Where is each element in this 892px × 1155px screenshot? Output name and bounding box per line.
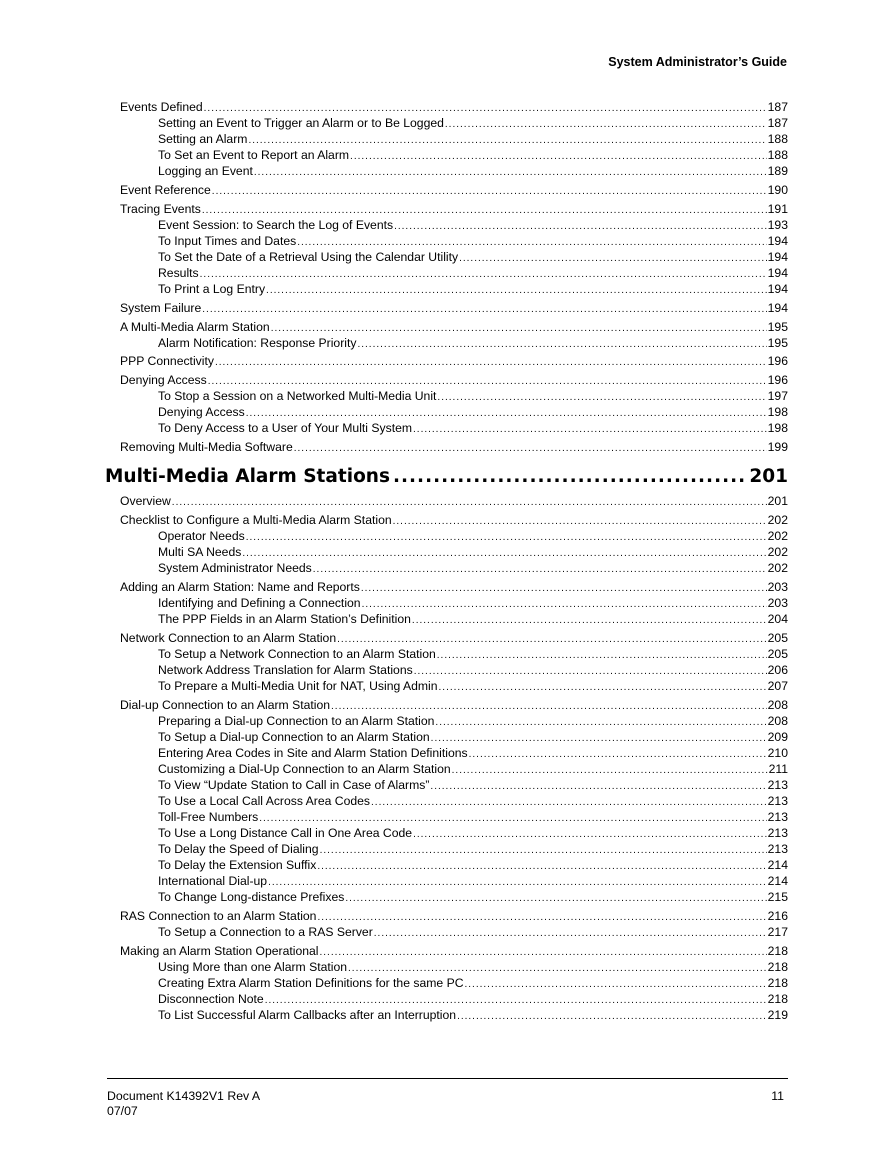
toc-entry <box>120 233 788 249</box>
toc-entry-title: Creating Extra Alarm Station Definitions for the same PC <box>158 975 464 990</box>
toc-entry-title: Adding an Alarm Station: Name and Reports <box>120 580 360 595</box>
toc-entry-page: 194 <box>767 249 788 264</box>
toc-entry-title: Making an Alarm Station Operational <box>120 943 319 958</box>
toc-entry-page: 198 <box>767 405 788 420</box>
dot-leader <box>469 747 767 763</box>
toc-entry-title: Disconnection Note <box>158 991 264 1006</box>
toc-entry <box>120 975 788 991</box>
toc-entry <box>120 630 788 646</box>
dot-leader <box>361 581 767 597</box>
toc-entry-page: 218 <box>767 975 788 990</box>
toc-entry-page: 219 <box>767 1007 788 1022</box>
toc-entry <box>120 560 788 576</box>
toc-entry <box>120 372 788 388</box>
toc-entry-title: To Prepare a Multi-Media Unit for NAT, Using Admin <box>158 678 438 693</box>
toc-entry-page: 195 <box>767 319 788 334</box>
dot-leader <box>202 302 766 318</box>
toc-entry-page: 213 <box>767 825 788 840</box>
toc-entry-title: Setting an Alarm <box>158 132 248 146</box>
toc-entry <box>120 595 788 611</box>
toc-entry-title: Denying Access <box>120 373 207 388</box>
dot-leader <box>345 891 766 907</box>
toc-entry-title: Toll-Free Numbers <box>158 809 259 824</box>
toc-entry-page: 202 <box>767 545 788 560</box>
toc-entry <box>120 163 788 179</box>
dot-leader <box>435 715 766 731</box>
toc-entry-page: 187 <box>767 116 788 130</box>
toc-entry-page: 191 <box>767 201 788 216</box>
toc-entry <box>120 857 788 873</box>
toc-entry-title: To Input Times and Dates <box>158 233 297 248</box>
toc-entry-page: 214 <box>767 857 788 872</box>
dot-leader <box>362 597 767 613</box>
toc-entry-title: Results <box>158 265 199 280</box>
dot-leader <box>393 465 746 489</box>
dot-leader <box>465 977 767 993</box>
toc-entry-page: 202 <box>767 513 788 528</box>
footer-doc-id: Document K14392V1 Rev A <box>107 1089 261 1103</box>
toc-entry-title: Multi SA Needs <box>158 545 242 560</box>
toc-entry-title: To List Successful Alarm Callbacks after an Interruption <box>158 1007 457 1022</box>
dot-leader <box>439 680 767 696</box>
toc-entry-page: 208 <box>767 697 788 712</box>
running-header: System Administrator’s Guide <box>608 55 787 69</box>
toc-entry-page: 215 <box>767 889 788 904</box>
toc-entry <box>120 265 788 281</box>
toc-entry-page: 199 <box>767 440 788 455</box>
toc-entry-title: Events Defined <box>120 100 203 114</box>
dot-leader <box>320 843 767 859</box>
toc-entry <box>120 729 788 745</box>
toc-entry-page: 188 <box>767 148 788 162</box>
toc-entry-title: The PPP Fields in an Alarm Station’s Definition <box>158 612 411 627</box>
toc-entry <box>120 147 788 163</box>
toc-entry <box>120 217 788 233</box>
toc-entry-title: PPP Connectivity <box>120 354 214 369</box>
dot-leader <box>320 945 767 961</box>
dot-leader <box>357 337 766 353</box>
toc-entry <box>120 512 788 528</box>
toc-entry-page: 202 <box>767 561 788 576</box>
toc-entry <box>120 908 788 924</box>
toc-entry-page: 198 <box>767 421 788 436</box>
toc-entry-title: To Deny Access to a User of Your Multi System <box>158 421 413 436</box>
toc-entry-page: 213 <box>767 777 788 792</box>
toc-entry-title: Event Reference <box>120 182 211 197</box>
toc-entry <box>120 420 788 436</box>
toc-entry-page: 211 <box>768 761 788 776</box>
toc-entry-page: 214 <box>767 873 788 888</box>
toc-entry-title: To Setup a Network Connection to an Alarm Station <box>158 646 436 661</box>
toc-entry <box>120 777 788 793</box>
toc-entry-title: Network Address Translation for Alarm Stations <box>158 662 413 677</box>
toc-entry-title: Removing Multi-Media Software <box>120 440 293 455</box>
dot-leader <box>430 779 766 795</box>
toc-entry-page: 190 <box>767 182 788 197</box>
toc-entry-title: Checklist to Configure a Multi-Media Alarm Station <box>120 513 392 528</box>
toc-entry-page: 201 <box>767 494 788 509</box>
toc-entry-page: 197 <box>767 389 788 404</box>
chapter-page: 201 <box>749 466 788 488</box>
toc-entry <box>120 991 788 1007</box>
toc-entry <box>120 439 788 455</box>
toc-entry <box>120 761 788 777</box>
toc-entry <box>120 404 788 420</box>
toc-entry-title: To Use a Long Distance Call in One Area Code <box>158 825 413 840</box>
toc-entry-title: To Set an Event to Report an Alarm <box>158 148 350 162</box>
toc-entry-title: To Use a Local Call Across Area Codes <box>158 793 371 808</box>
toc-entry <box>120 281 788 297</box>
toc-entry <box>120 388 788 404</box>
dot-leader <box>313 562 767 578</box>
toc-entry <box>120 528 788 544</box>
toc-entry-page: 213 <box>767 841 788 856</box>
dot-leader <box>437 648 767 664</box>
toc-entry-title: Alarm Notification: Response Priority <box>158 335 357 350</box>
toc-entry-page: 206 <box>767 662 788 677</box>
toc-entry-title: Dial-up Connection to an Alarm Station <box>120 697 331 712</box>
toc-entry-page: 210 <box>767 745 788 760</box>
dot-leader <box>246 530 767 546</box>
toc-entry <box>120 1007 788 1023</box>
toc-entry-title: Logging an Event <box>158 164 253 178</box>
toc-entry-title: To View “Update Station to Call in Case of Alarms” <box>158 777 430 792</box>
dot-leader <box>371 795 767 811</box>
toc-entry <box>120 300 788 316</box>
toc-entry <box>120 115 788 131</box>
toc-entry-title: Denying Access <box>158 405 245 420</box>
footer-page-number: 11 <box>771 1089 784 1103</box>
toc-entry <box>120 825 788 841</box>
dot-leader <box>437 390 766 406</box>
toc-entry-title: Identifying and Defining a Connection <box>158 596 361 611</box>
chapter-title: Multi-Media Alarm Stations <box>105 466 390 488</box>
toc-entry-title: To Setup a Dial-up Connection to an Alarm Station <box>158 729 430 744</box>
toc-entry-page: 193 <box>767 217 788 232</box>
toc-entry-page: 207 <box>767 678 788 693</box>
toc-entry-page: 196 <box>767 373 788 388</box>
toc-entry-page: 189 <box>767 164 788 178</box>
toc-entry-title: Setting an Event to Trigger an Alarm or to Be Logged <box>158 116 444 130</box>
toc-entry-page: 204 <box>767 612 788 627</box>
toc-section-before <box>120 99 788 455</box>
toc-entry <box>120 943 788 959</box>
toc-entry-title: To Delay the Extension Suffix <box>158 857 317 872</box>
dot-leader <box>413 422 767 438</box>
toc-entry <box>120 959 788 975</box>
toc-entry-title: To Set the Date of a Retrieval Using the Calendar Utility <box>158 249 459 264</box>
dot-leader <box>294 441 767 457</box>
dot-leader <box>431 731 767 747</box>
toc-entry-title: Using More than one Alarm Station <box>158 959 348 974</box>
toc-entry-title: Tracing Events <box>120 201 201 216</box>
dot-leader <box>212 184 767 200</box>
toc-entry <box>120 697 788 713</box>
toc-entry <box>120 611 788 627</box>
table-of-contents <box>105 99 788 1023</box>
toc-entry-title: RAS Connection to an Alarm Station <box>120 908 317 923</box>
toc-section-after <box>120 493 788 1022</box>
toc-entry <box>120 646 788 662</box>
toc-entry <box>120 841 788 857</box>
dot-leader <box>457 1009 767 1025</box>
toc-entry <box>120 335 788 351</box>
toc-entry-page: 187 <box>767 100 788 114</box>
toc-entry <box>120 745 788 761</box>
toc-entry-title: A Multi-Media Alarm Station <box>120 319 270 334</box>
toc-entry <box>120 99 788 115</box>
toc-entry-page: 213 <box>767 809 788 824</box>
toc-entry-page: 194 <box>767 233 788 248</box>
dot-leader <box>413 827 767 843</box>
toc-entry-title: Preparing a Dial-up Connection to an Alarm Station <box>158 713 435 728</box>
toc-entry-page: 203 <box>767 596 788 611</box>
dot-leader <box>200 267 767 283</box>
toc-entry-page: 205 <box>767 630 788 645</box>
dot-leader <box>374 926 767 942</box>
toc-entry-page: 196 <box>767 354 788 369</box>
toc-entry-title: Entering Area Codes in Site and Alarm Station Definitions <box>158 745 468 760</box>
toc-entry-page: 218 <box>767 959 788 974</box>
toc-entry-page: 194 <box>767 281 788 296</box>
dot-leader <box>350 149 767 165</box>
toc-entry-title: Event Session: to Search the Log of Events <box>158 217 394 232</box>
toc-entry <box>120 131 788 147</box>
dot-leader <box>317 859 766 875</box>
toc-entry-page: 218 <box>767 991 788 1006</box>
dot-leader <box>394 219 767 235</box>
footer-rule <box>107 1078 788 1079</box>
toc-entry-page: 208 <box>767 713 788 728</box>
toc-entry-title: To Print a Log Entry <box>158 281 266 296</box>
toc-entry-page: 216 <box>767 908 788 923</box>
toc-entry-title: Network Connection to an Alarm Station <box>120 630 337 645</box>
footer-doc-info <box>107 1089 260 1119</box>
dot-leader <box>445 117 767 133</box>
toc-entry-title: System Administrator Needs <box>158 561 312 576</box>
toc-entry-page: 217 <box>767 924 788 939</box>
chapter-heading <box>105 465 788 489</box>
dot-leader <box>317 910 766 926</box>
toc-entry <box>120 201 788 217</box>
toc-entry-page: 203 <box>767 580 788 595</box>
toc-entry <box>120 544 788 560</box>
toc-entry <box>120 793 788 809</box>
dot-leader <box>412 613 767 629</box>
footer-date: 07/07 <box>107 1104 138 1118</box>
toc-entry-page: 194 <box>767 300 788 315</box>
dot-leader <box>393 514 767 530</box>
toc-entry-title: To Setup a Connection to a RAS Server <box>158 924 373 939</box>
toc-entry-page: 188 <box>767 132 788 146</box>
toc-entry-title: Overview <box>120 494 171 509</box>
toc-entry-title: International Dial-up <box>158 873 268 888</box>
toc-entry-title: To Stop a Session on a Networked Multi-Media Unit <box>158 389 437 404</box>
toc-entry-title: To Delay the Speed of Dialing <box>158 841 319 856</box>
toc-entry <box>120 319 788 335</box>
toc-entry <box>120 182 788 198</box>
toc-entry <box>120 889 788 905</box>
dot-leader <box>242 546 766 562</box>
dot-leader <box>266 283 767 299</box>
toc-entry <box>120 713 788 729</box>
dot-leader <box>254 165 767 181</box>
toc-entry-title: Operator Needs <box>158 529 245 544</box>
toc-entry <box>120 873 788 889</box>
toc-entry <box>120 678 788 694</box>
toc-entry <box>120 924 788 940</box>
dot-leader <box>414 664 767 680</box>
toc-entry-page: 195 <box>767 335 788 350</box>
dot-leader <box>459 251 767 267</box>
toc-entry-page: 205 <box>767 646 788 661</box>
toc-entry <box>120 493 788 509</box>
toc-entry-page: 194 <box>767 265 788 280</box>
toc-entry-page: 209 <box>767 729 788 744</box>
toc-entry <box>120 353 788 369</box>
toc-entry <box>120 662 788 678</box>
dot-leader <box>215 355 767 371</box>
toc-entry-page: 213 <box>767 793 788 808</box>
toc-entry-title: System Failure <box>120 300 202 315</box>
toc-entry <box>120 579 788 595</box>
toc-entry-title: To Change Long-distance Prefixes <box>158 889 345 904</box>
toc-entry-title: Customizing a Dial-Up Connection to an Alarm Station <box>158 761 451 776</box>
dot-leader <box>452 763 768 779</box>
toc-entry <box>120 249 788 265</box>
toc-entry-page: 202 <box>767 529 788 544</box>
toc-entry-page: 218 <box>767 943 788 958</box>
dot-leader <box>172 495 767 511</box>
toc-entry <box>120 809 788 825</box>
